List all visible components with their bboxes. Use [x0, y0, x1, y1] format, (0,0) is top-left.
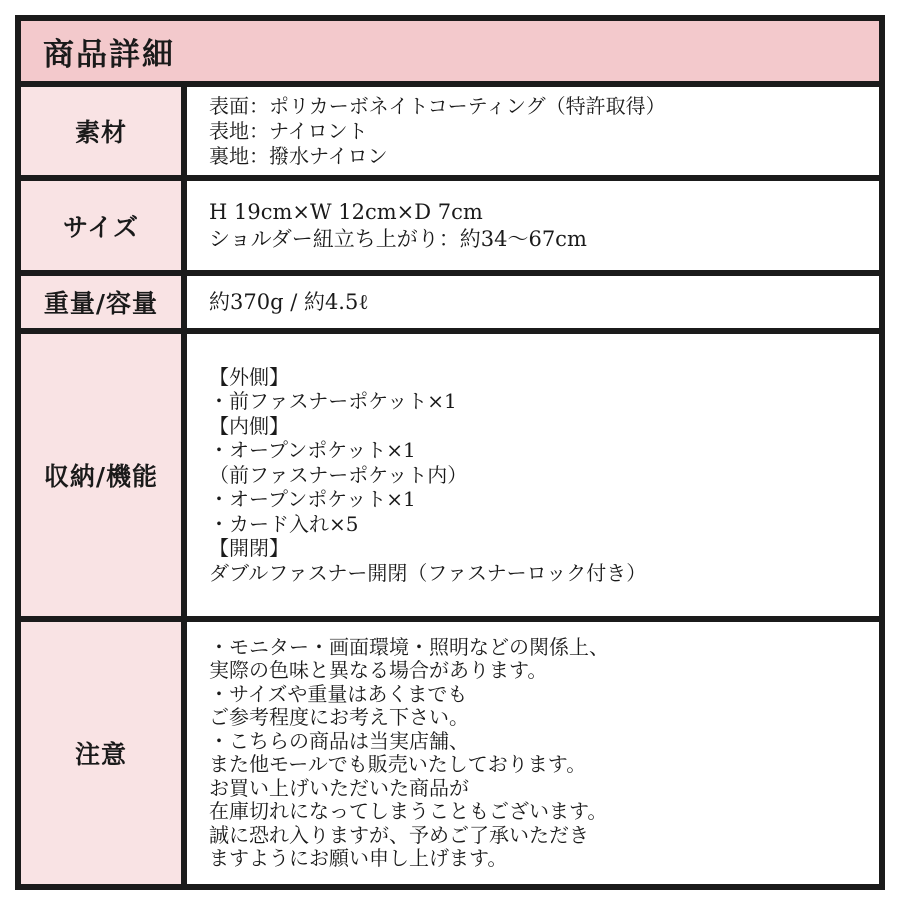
size-line: ショルダー紐立ち上がり：約34～67cm: [209, 226, 587, 251]
notes-line: お買い上げいただいた商品が: [209, 775, 469, 800]
row-label-material: 素材: [21, 87, 181, 175]
storage-line: 【開閉】: [209, 536, 289, 561]
row-value-material: [187, 87, 879, 175]
material-line: 表地：ナイロント: [209, 118, 368, 143]
row-value-size: [187, 181, 879, 270]
row-label-size: サイズ: [21, 181, 181, 270]
storage-line: ・オープンポケット×1: [209, 487, 416, 512]
row-value-weight-capacity: [187, 276, 879, 328]
storage-line: 【外側】: [209, 364, 289, 389]
row-label-weight-capacity: 重量/容量: [21, 276, 181, 328]
notes-line: ・サイズや重量はあくまでも: [209, 681, 468, 706]
row-value-storage-function: [187, 334, 879, 616]
material-line: 表面：ポリカーボネイトコーティング（特許取得）: [209, 93, 666, 118]
storage-line: 【内側】: [209, 413, 289, 438]
notes-line: ご参考程度にお考え下さい。: [209, 705, 469, 729]
row-label-storage-function: 収納/機能: [21, 334, 181, 616]
table-title: 商品詳細: [21, 21, 879, 81]
row-value-notes: [187, 622, 879, 884]
notes-line: 誠に恐れ入りますが、予めご了承いただき: [209, 822, 589, 847]
row-label-notes: 注意: [21, 622, 181, 884]
notes-line: ますようにお願い申し上げます。: [209, 846, 508, 870]
notes-line: ・モニター・画面環境・照明などの関係上、: [209, 634, 609, 659]
storage-line: （前ファスナーポケット内）: [209, 462, 468, 487]
material-line: 裏地：撥水ナイロン: [209, 143, 388, 168]
size-line: H 19cm×W 12cm×D 7cm: [209, 199, 483, 224]
storage-line: ・オープンポケット×1: [209, 438, 416, 463]
notes-line: ・こちらの商品は当実店舗、: [209, 728, 469, 753]
weight-line: 約370g / 約4.5ℓ: [209, 289, 369, 314]
notes-line: 在庫切れになってしまうこともございます。: [209, 799, 608, 823]
product-detail-table: [15, 15, 885, 890]
storage-line: ・カード入れ×5: [209, 511, 359, 536]
notes-line: 実際の色味と異なる場合があります。: [209, 658, 548, 682]
storage-line: ・前ファスナーポケット×1: [209, 389, 457, 414]
storage-line: ダブルファスナー開閉（ファスナーロック付き）: [209, 560, 647, 585]
notes-line: また他モールでも販売いたしております。: [209, 752, 587, 776]
